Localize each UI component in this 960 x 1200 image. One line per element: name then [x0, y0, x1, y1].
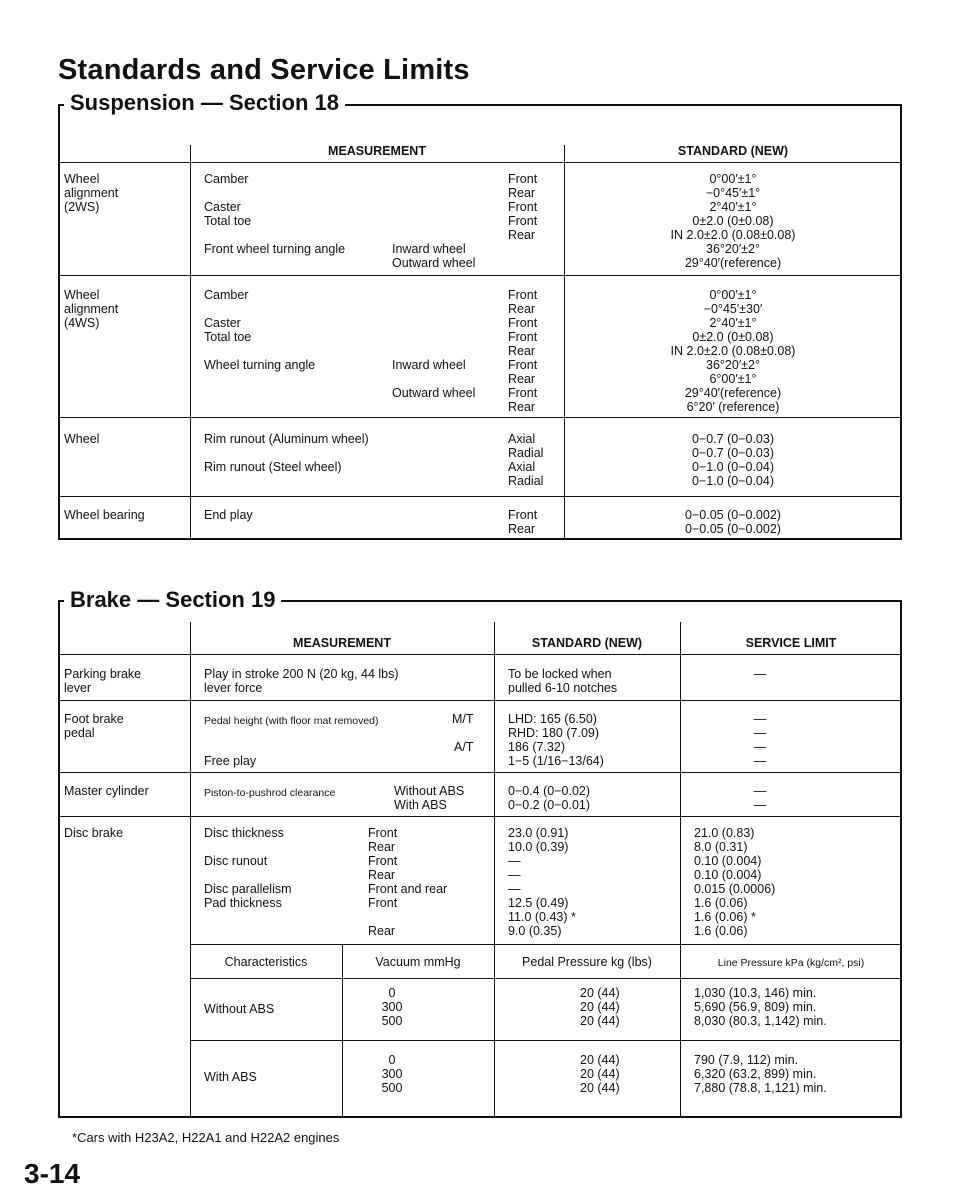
free-play-label: Free play — [204, 754, 257, 768]
char-header-line: Line Pressure kPa (kg/cm², psi) — [717, 957, 865, 969]
with-abs-vacuum: 0 300 500 — [381, 1053, 403, 1095]
without-abs-vacuum: 0 300 500 — [381, 986, 403, 1028]
brake-section-number: Section 19 — [165, 587, 276, 612]
with-abs-pedal: 20 (44) 20 (44) 20 (44) — [580, 1053, 620, 1095]
table-row-measure: Piston-to-pushrod clearance — [204, 787, 336, 799]
suspension-header-standard: STANDARD (NEW) — [677, 144, 789, 158]
suspension-title: Suspension — [70, 90, 195, 115]
transmission-at: A/T — [454, 740, 474, 754]
table-row-item: Wheel alignment (4WS) — [64, 288, 119, 330]
page-title: Standards and Service Limits — [58, 54, 470, 86]
table-row-position: Axial Radial Axial Radial — [508, 432, 544, 488]
with-abs-line: 790 (7.9, 112) min. 6,320 (63.2, 899) min. 7,880 (78.8, 1,121) min. — [694, 1053, 827, 1095]
brake-header-service-limit: SERVICE LIMIT — [745, 636, 837, 650]
table-row-sub: Inward wheel Outward wheel — [392, 242, 476, 270]
table-row-standard: 0°00′±1° −0°45′±1° 2°40′±1° 0±2.0 (0±0.08) IN 2.0±2.0 (0.08±0.08) 36°20′±2° 29°40′(reference) — [670, 172, 796, 270]
table-row-sub: Inward wheel Outward wheel — [392, 358, 476, 400]
brake-title: Brake — [70, 587, 132, 612]
table-row-measure: Pedal height (with floor mat removed) — [204, 715, 379, 727]
table-row-standard: 0−0.05 (0−0.002) 0−0.05 (0−0.002) — [685, 508, 781, 536]
table-row-item: Foot brake pedal — [64, 712, 124, 740]
table-row-limit: — — — [753, 784, 767, 812]
char-header-vacuum: Vacuum mmHg — [375, 955, 461, 969]
table-row-standard: 0°00′±1° −0°45′±30′ 2°40′±1° 0±2.0 (0±0.08) IN 2.0±2.0 (0.08±0.08) 36°20′±2° 6°00′±1° 29°40′(reference) 6°20′ (reference) — [670, 288, 796, 414]
table-row-standard: 0−0.7 (0−0.03) 0−0.7 (0−0.03) 0−1.0 (0−0.04) 0−1.0 (0−0.04) — [691, 432, 774, 488]
table-row-measure: Rim runout (Aluminum wheel) Rim runout (Steel wheel) — [204, 432, 369, 474]
brake-header-standard: STANDARD (NEW) — [531, 636, 643, 650]
table-row-position: Front Rear Front Rear Front and rear Front Rear — [368, 826, 448, 938]
table-row-standard: 23.0 (0.91) 10.0 (0.39) — — — 12.5 (0.49) 11.0 (0.43) * 9.0 (0.35) — [508, 826, 576, 938]
table-row-item: Parking brake lever — [64, 667, 142, 695]
table-row-item: Master cylinder — [64, 784, 149, 798]
table-row-item: Wheel — [64, 432, 100, 446]
table-row-measure: Play in stroke 200 N (20 kg, 44 lbs) lever force — [204, 667, 399, 695]
table-row-limit: 21.0 (0.83) 8.0 (0.31) 0.10 (0.004) 0.10 (0.004) 0.015 (0.0006) 1.6 (0.06) 1.6 (0.06) * 1.6 (0.06) — [694, 826, 776, 938]
table-row-standard: 0−0.4 (0−0.02) 0−0.2 (0−0.01) — [508, 784, 591, 812]
table-row-standard: To be locked when pulled 6-10 notches — [508, 667, 618, 695]
table-row-measure: Disc thickness Disc runout Disc parallelism Pad thickness — [204, 826, 292, 910]
without-abs-pedal: 20 (44) 20 (44) 20 (44) — [580, 986, 620, 1028]
table-row-position: Front Rear Front Front Rear Front Rear Front Rear — [508, 288, 538, 414]
table-row-measure: Camber Caster Total toe Wheel turning angle — [204, 288, 316, 372]
page-number: 3-14 — [24, 1158, 81, 1189]
abs-options: Without ABS With ABS — [394, 784, 465, 812]
footnote: *Cars with H23A2, H22A1 and H22A2 engines — [72, 1130, 340, 1145]
char-header-pedal: Pedal Pressure kg (lbs) — [522, 955, 652, 969]
suspension-section-number: Section 18 — [228, 90, 339, 115]
table-row-limit: — — — — — [753, 712, 767, 768]
char-header-characteristics: Characteristics — [224, 955, 308, 969]
table-row-item: Wheel alignment (2WS) — [64, 172, 119, 214]
brake-header-measurement: MEASUREMENT — [293, 636, 391, 650]
table-row-item: Disc brake — [64, 826, 124, 840]
without-abs-label: Without ABS — [204, 1002, 275, 1016]
without-abs-line: 1,030 (10.3, 146) min. 5,690 (56.9, 809) min. 8,030 (80.3, 1,142) min. — [694, 986, 827, 1028]
suspension-header-measurement: MEASUREMENT — [328, 144, 426, 158]
transmission-mt: M/T — [452, 712, 474, 726]
table-row-position: Front Rear — [508, 508, 538, 536]
with-abs-label: With ABS — [204, 1070, 257, 1084]
table-row-measure: End play — [204, 508, 253, 522]
table-row-item: Wheel bearing — [64, 508, 145, 522]
table-row-limit: — — [753, 667, 767, 681]
table-row-measure: Camber Caster Total toe Front wheel turning angle — [204, 172, 346, 256]
suspension-section-title: Suspension — Section 18 — [64, 90, 345, 116]
table-row-position: Front Rear Front Front Rear — [508, 172, 538, 242]
table-row-standard: LHD: 165 (6.50) RHD: 180 (7.09) 186 (7.32) 1−5 (1/16−13/64) — [508, 712, 604, 768]
brake-section-title: Brake — Section 19 — [64, 587, 281, 613]
